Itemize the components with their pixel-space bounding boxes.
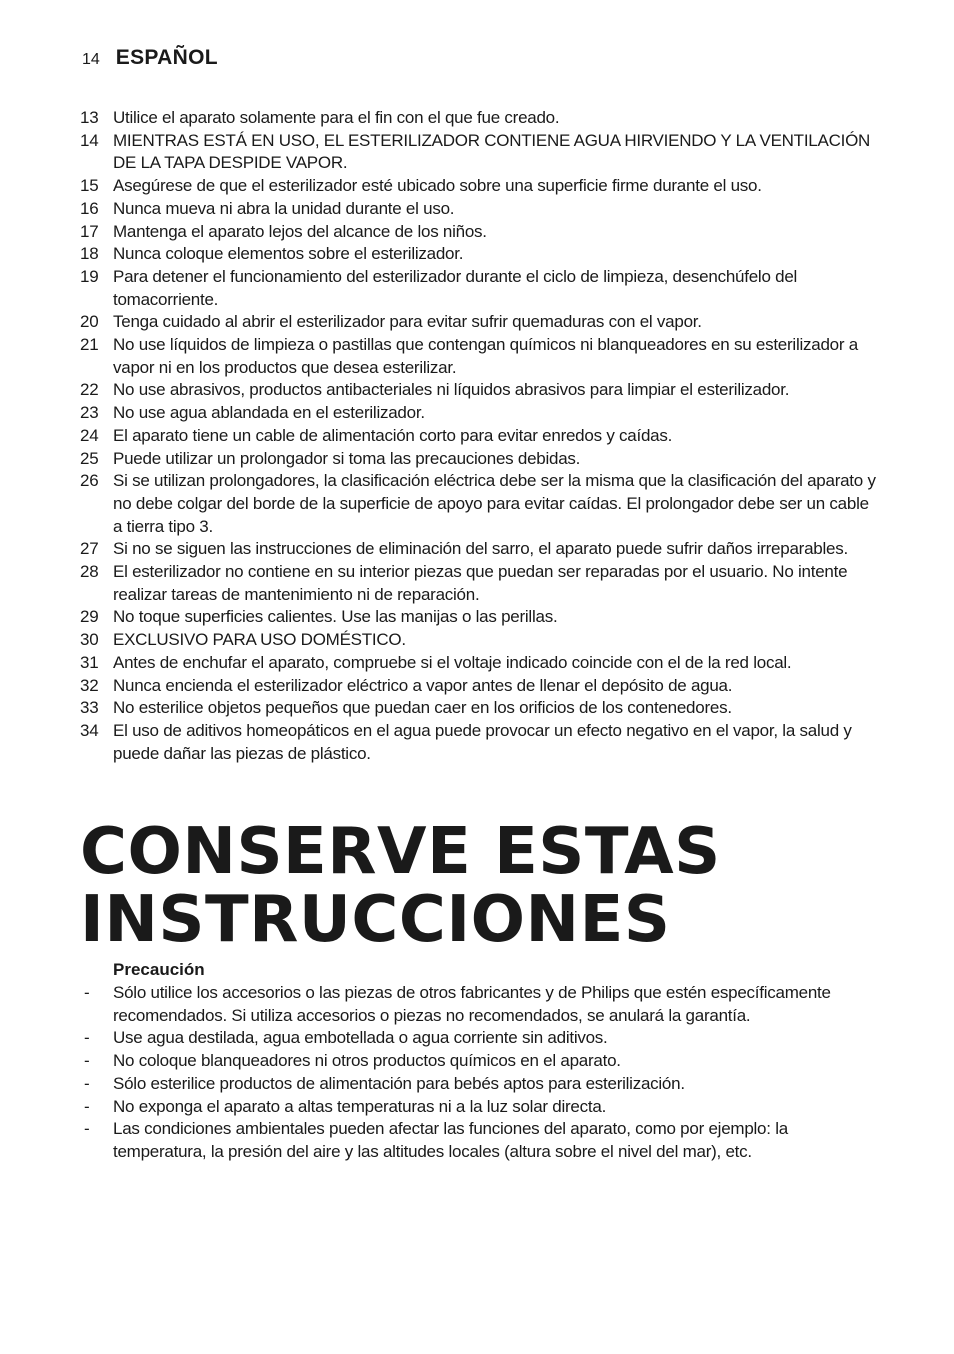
list-item (80, 448, 880, 471)
item-text: Puede utilizar un prolongador si toma las precauciones debidas. (113, 448, 581, 468)
item-number: 17 (80, 221, 99, 241)
list-item (80, 221, 880, 244)
item-number: 27 (80, 539, 99, 559)
item-text: Tenga cuidado al abrir el esterilizador para evitar sufrir quemaduras con el vapor. (113, 312, 702, 332)
list-item (80, 266, 880, 311)
item-text: Si se utilizan prolongadores, la clasificación eléctrica debe ser la misma que la clasificación del aparato y no debe colgar del borde de la superficie de apoyo para evitar caídas. El prolongador debe ser un cable a tierra tipo 3. (113, 471, 876, 536)
caution-heading: Precaución (113, 960, 205, 979)
list-item (80, 425, 880, 448)
item-text: El uso de aditivos homeopáticos en el agua puede provocar un efecto negativo en el vapor, la salud y puede dañar las piezas de plástico. (113, 720, 852, 763)
item-text: Sólo esterilice productos de alimentación para bebés aptos para esterilización. (113, 1073, 685, 1093)
list-item (80, 402, 880, 425)
item-text: No coloque blanqueadores ni otros productos químicos en el aparato. (113, 1051, 621, 1071)
section-title-line-2: INSTRUCCIONES (80, 883, 671, 957)
item-text: Utilice el aparato solamente para el fin con el que fue creado. (113, 108, 560, 127)
list-item (80, 1096, 880, 1119)
list-item (80, 334, 880, 379)
list-item (80, 198, 880, 221)
item-number: 29 (80, 607, 99, 627)
item-text: No esterilice objetos pequeños que puedan caer en los orificios de los contenedores. (113, 698, 732, 718)
list-item (80, 130, 880, 175)
item-text: Asegúrese de que el esterilizador esté ubicado sobre una superficie firme durante el uso. (113, 176, 762, 196)
list-item (80, 720, 880, 765)
list-item (80, 1073, 880, 1096)
list-item (80, 697, 880, 720)
item-number: 33 (80, 698, 99, 718)
list-item (80, 470, 880, 538)
item-number: 25 (80, 448, 99, 468)
item-text: Nunca encienda el esterilizador eléctrico a vapor antes de llenar el depósito de agua. (113, 675, 733, 695)
section-title (80, 815, 940, 957)
item-number: 24 (80, 425, 99, 445)
item-number: 32 (80, 675, 99, 695)
item-text: Antes de enchufar el aparato, compruebe si el voltaje indicado coincide con el de la red local. (113, 652, 792, 672)
item-number: 28 (80, 562, 99, 582)
bullet-dash: - (84, 1051, 90, 1071)
item-number: 26 (80, 471, 99, 491)
list-item (80, 243, 880, 266)
language-heading: ESPAÑOL (115, 46, 218, 69)
item-text: Mantenga el aparato lejos del alcance de los niños. (113, 221, 487, 241)
page-header (82, 46, 218, 70)
item-number: 31 (80, 652, 99, 672)
item-text: Nunca mueva ni abra la unidad durante el uso. (113, 198, 455, 218)
item-text: El aparato tiene un cable de alimentación corto para evitar enredos y caídas. (113, 425, 673, 445)
list-item (80, 379, 880, 402)
item-text: Nunca coloque elementos sobre el esterilizador. (113, 244, 464, 264)
item-number: 20 (80, 312, 99, 332)
item-text: No use líquidos de limpieza o pastillas que contengan químicos ni blanqueadores en su esterilizador a vapor ni en los productos que desea esterilizar. (113, 335, 858, 377)
list-item (80, 982, 880, 1027)
item-text: No toque superficies calientes. Use las manijas o las perillas. (113, 607, 558, 627)
item-number: 22 (80, 380, 99, 400)
item-number: 34 (80, 720, 99, 740)
list-item (80, 311, 880, 334)
item-text: El esterilizador no contiene en su interior piezas que puedan ser reparadas por el usuario. No intente realizar tareas de mantenimiento ni de reparación. (113, 562, 848, 604)
item-number: 15 (80, 176, 99, 196)
list-item (80, 1118, 880, 1163)
section-title-line-1: CONSERVE ESTAS (80, 815, 721, 889)
item-text: Sólo utilice los accesorios o las piezas de otros fabricantes y de Philips que estén específicamente recomendados. Si utiliza accesorios o piezas no recomendados, se anulará la garantía. (113, 983, 831, 1025)
item-number: 13 (80, 108, 99, 127)
item-number: 16 (80, 198, 99, 218)
item-number: 30 (80, 630, 99, 650)
item-text: Use agua destilada, agua embotellada o agua corriente sin aditivos. (113, 1028, 608, 1048)
list-item (80, 175, 880, 198)
list-item (80, 675, 880, 698)
item-number: 21 (80, 335, 99, 355)
caution-list (80, 982, 880, 1164)
bullet-dash: - (84, 1119, 90, 1139)
list-item (80, 629, 880, 652)
list-item (80, 107, 880, 130)
item-number: 14 (80, 130, 99, 150)
item-number: 18 (80, 244, 99, 264)
list-item (80, 1050, 880, 1073)
item-number: 19 (80, 266, 99, 286)
item-number: 23 (80, 403, 99, 423)
item-text: Las condiciones ambientales pueden afectar las funciones del aparato, como por ejemplo: la temperatura, la presión del aire y las altitudes locales (altura sobre el nivel del mar), etc. (113, 1119, 788, 1161)
bullet-dash: - (84, 983, 90, 1002)
bullet-dash: - (84, 1028, 90, 1048)
item-text: Si no se siguen las instrucciones de eliminación del sarro, el aparato puede sufrir daños irreparables. (113, 539, 848, 559)
bullet-dash: - (84, 1073, 90, 1093)
item-text: No use agua ablandada en el esterilizador. (113, 403, 425, 423)
bullet-dash: - (84, 1096, 90, 1116)
item-text: No exponga el aparato a altas temperaturas ni a la luz solar directa. (113, 1096, 607, 1116)
item-text: EXCLUSIVO PARA USO DOMÉSTICO. (113, 630, 406, 650)
list-item (80, 606, 880, 629)
list-item (80, 652, 880, 675)
item-text: No use abrasivos, productos antibacteriales ni líquidos abrasivos para limpiar el esterilizador. (113, 380, 790, 400)
list-item (80, 1027, 880, 1050)
list-item (80, 561, 880, 606)
list-item (80, 538, 880, 561)
item-text: Para detener el funcionamiento del esterilizador durante el ciclo de limpieza, desenchúfelo del tomacorriente. (113, 266, 798, 309)
item-text: MIENTRAS ESTÁ EN USO, EL ESTERILIZADOR CONTIENE AGUA HIRVIENDO Y LA VENTILACIÓN DE LA TAPA DESPIDE VAPOR. (113, 130, 871, 173)
safety-instructions-list (80, 107, 880, 765)
page-number: 14 (82, 51, 100, 68)
